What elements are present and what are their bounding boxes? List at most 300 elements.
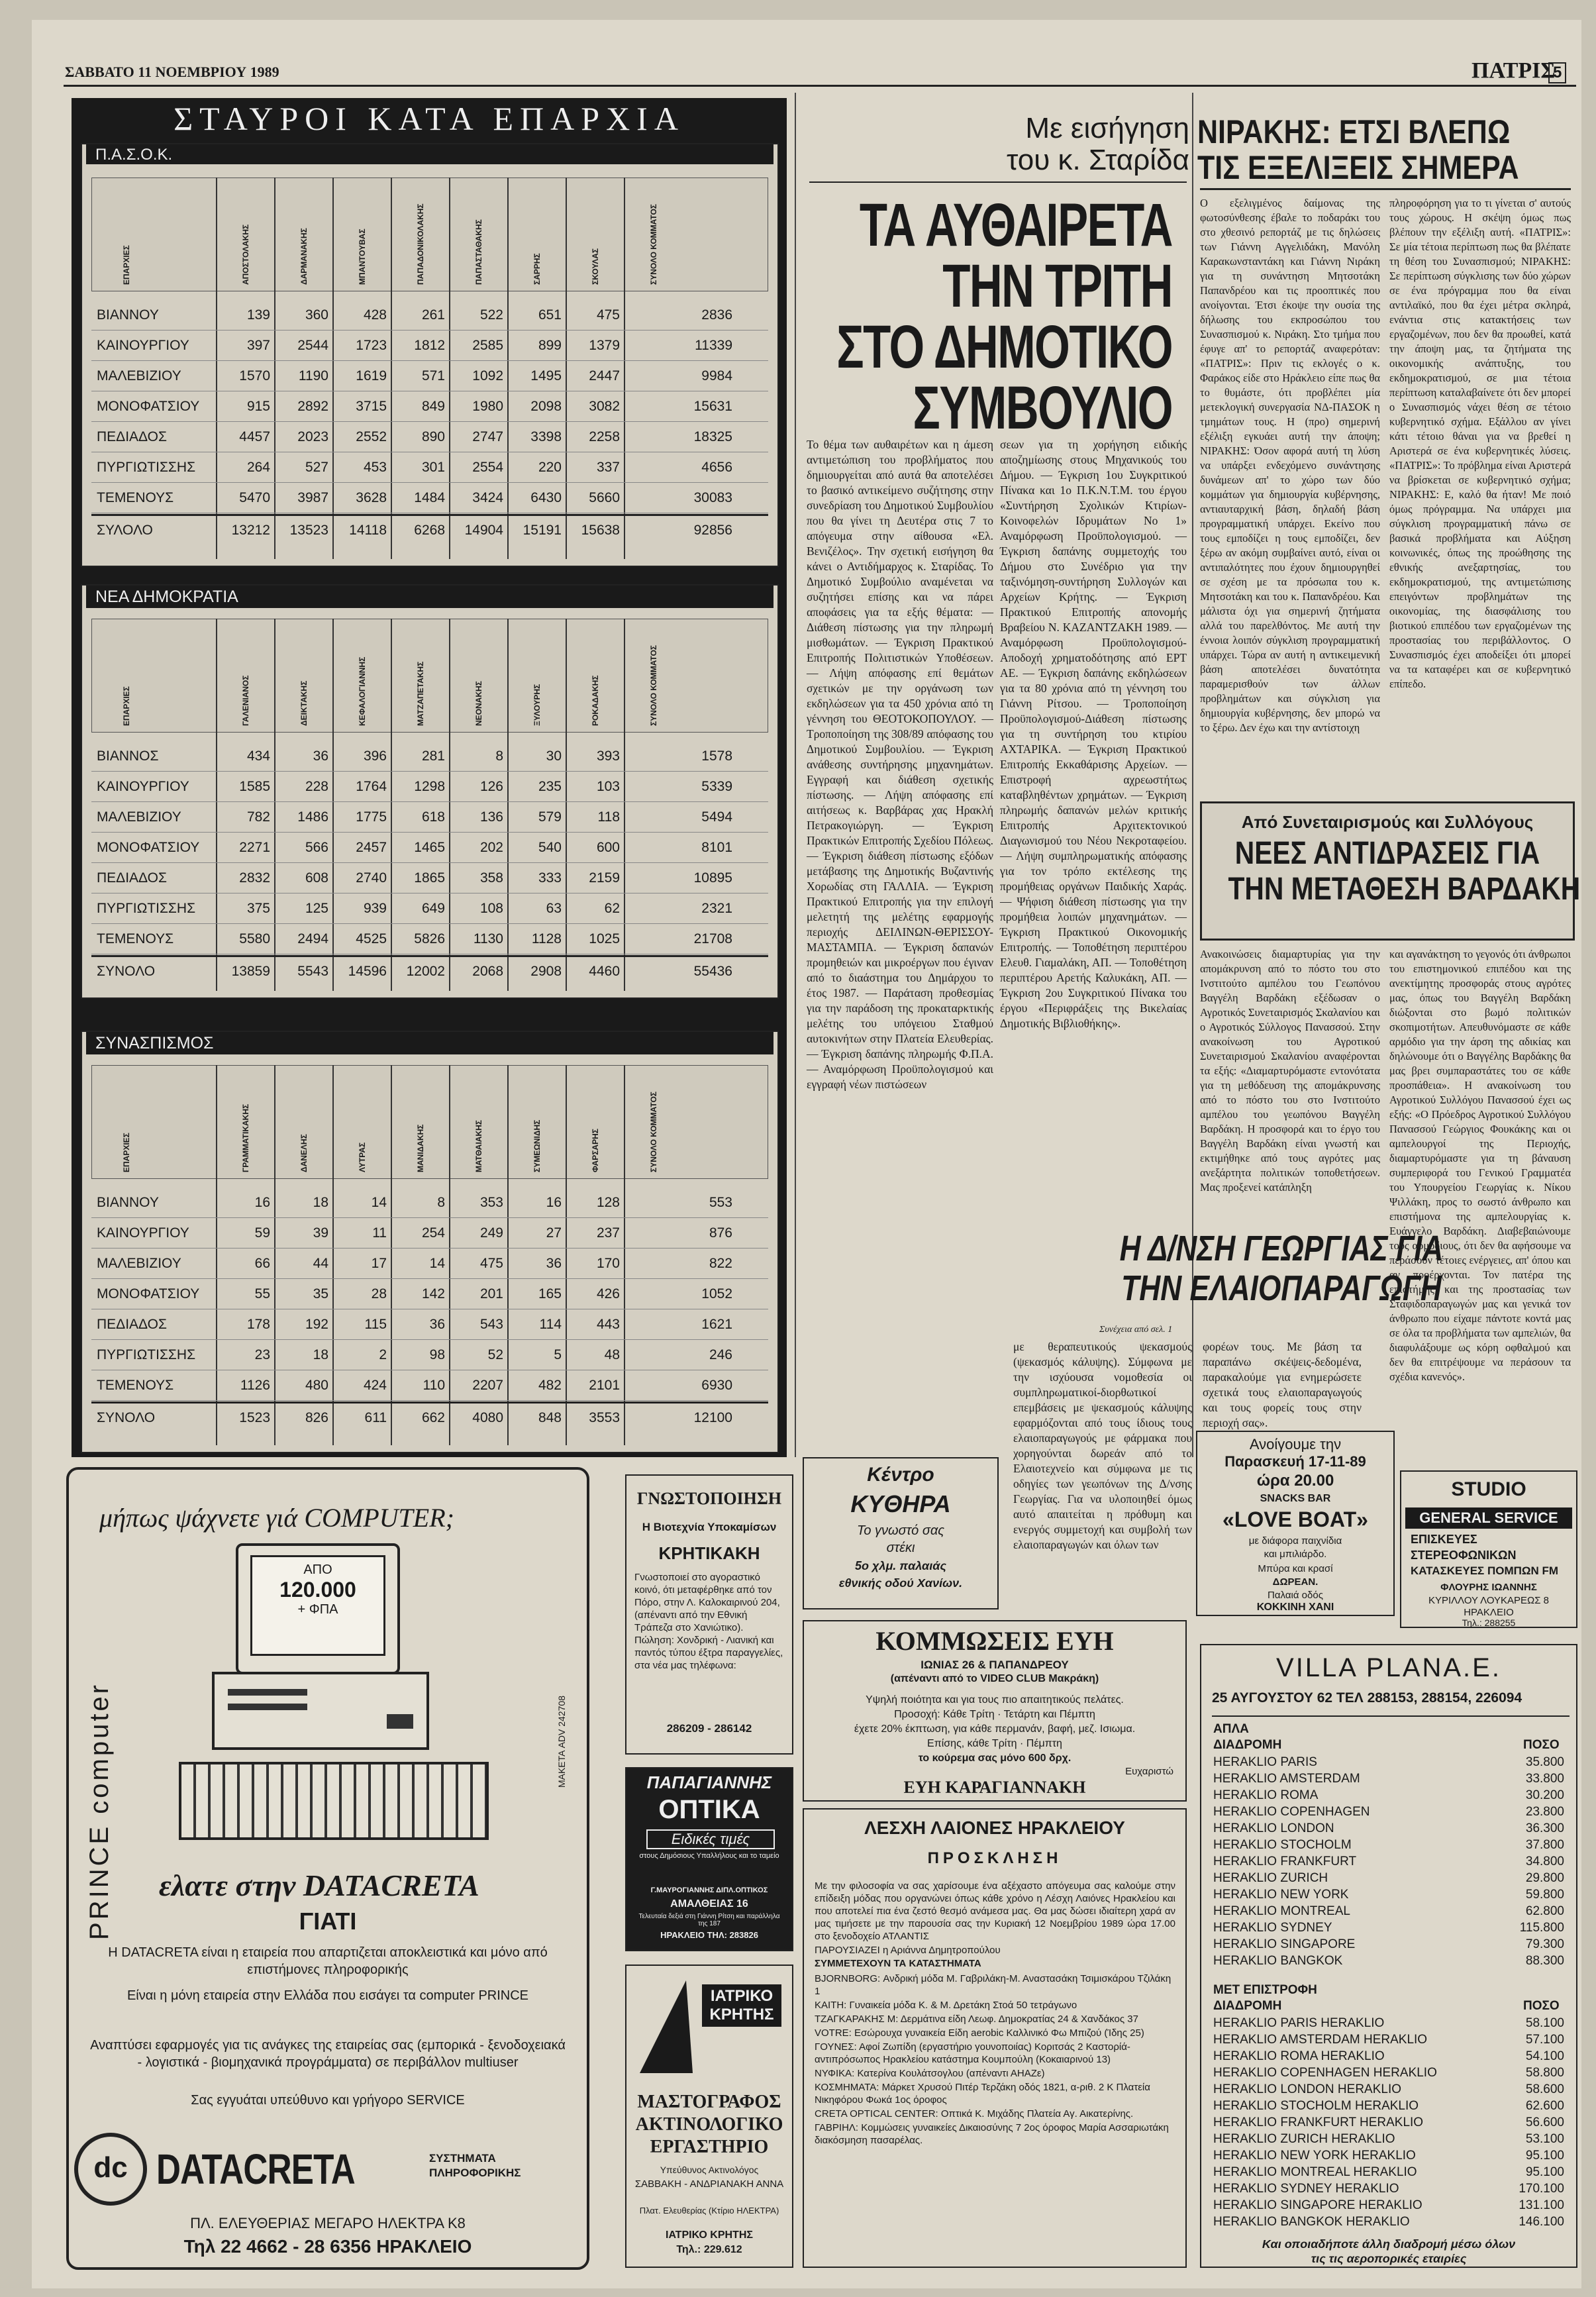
fare-route: HERAKLIO AMSTERDAM HERAKLIO — [1213, 2033, 1428, 2047]
table-cell: 608 — [305, 870, 328, 886]
table-cell: 136 — [479, 809, 503, 825]
table-row — [91, 423, 768, 452]
fare-row — [1213, 1788, 1564, 1805]
column-header: ΕΠΑΡΧΙΕΣ — [122, 686, 131, 726]
optika-optician: Γ.ΜΑΥΡΟΓΙΑΝΝΗΣ ΔΙΠΛ.ΟΠΤΙΚΟΣ — [650, 1886, 768, 1894]
table-cell: 5826 — [414, 931, 445, 946]
column-rule — [795, 93, 796, 1457]
table-cell: 281 — [421, 748, 445, 764]
table-row — [91, 1249, 768, 1279]
fare-price: 58.600 — [1525, 2082, 1564, 2096]
lions-sponsors-title: ΣΥΜΜΕΤΕΧΟΥΝ ΤΑ ΚΑΤΑΣΤΗΜΑΤΑ — [815, 1958, 981, 1969]
table-cell: 2207 — [472, 1378, 503, 1393]
table-cell: 2447 — [589, 368, 620, 383]
fare-price: 58.800 — [1525, 2066, 1564, 2080]
fare-row — [1213, 1921, 1564, 1937]
table-cell: 264 — [246, 460, 270, 475]
table-row — [91, 742, 768, 772]
kommoseis-t5: το κούρεμα σας μόνο 600 δρχ. — [918, 1753, 1072, 1764]
fare-row — [1213, 2215, 1564, 2231]
table-cell: 600 — [596, 840, 620, 855]
table-cell: 475 — [479, 1256, 503, 1271]
table-cell: 12002 — [406, 964, 445, 979]
table-cell: 571 — [421, 368, 445, 383]
kommoseis-t4: Επίσης, κάθε Τρίτη · Πέμπτη — [927, 1738, 1062, 1749]
table-cell: 2544 — [297, 338, 328, 353]
column-header: ΝΕΟΝΑΚΗΣ — [474, 681, 483, 726]
row-name: ΒΙΑΝΝΟΥ — [97, 1195, 159, 1210]
table-cell: 35 — [313, 1286, 328, 1302]
table-row — [91, 1402, 768, 1433]
column-header: ΕΠΑΡΧΙΕΣ — [122, 245, 131, 285]
table-cell: 11339 — [695, 338, 732, 353]
table-cell: 3398 — [530, 429, 562, 444]
table-row — [91, 453, 768, 483]
table-cell: 1578 — [701, 748, 732, 764]
table-cell: 618 — [421, 809, 445, 825]
kommoseis-t3: έχετε 20% έκπτωση, για κάθε περμανάν, βαφή, μεζ. Ισιωμα. — [854, 1723, 1136, 1735]
fare-price: 35.800 — [1525, 1755, 1564, 1769]
table-cell: 1025 — [589, 931, 620, 946]
datacreta-subtitle: ΣΥΣΤΗΜΑΤΑ ΠΛΗΡΟΦΟΡΙΚΗΣ — [429, 2152, 521, 2179]
table-cell: 2552 — [356, 429, 387, 444]
fare-price: 62.600 — [1525, 2099, 1564, 2113]
fare-route: HERAKLIO STOCHOLM HERAKLIO — [1213, 2099, 1419, 2113]
loveboat-name: «LOVE BOAT» — [1222, 1507, 1368, 1531]
fare-row — [1213, 1888, 1564, 1904]
fare-price: 170.100 — [1519, 2182, 1564, 2196]
gnost-title: ΓΝΩΣΤΟΠΟΙΗΣΗ — [636, 1489, 782, 1508]
table-cell: 1570 — [239, 368, 270, 383]
table-cell: 2457 — [356, 840, 387, 855]
fare-price: 115.800 — [1519, 1921, 1564, 1935]
ad-p3: Αναπτύσει εφαρμογές για τις ανάγκες της εταιρείας σας (εμπορικά - ξενοδοχειακά - λογιστικά - βιομηχανικά προγράμματα) σε περιβάλλον multiuser — [90, 2038, 566, 2070]
column-header: ΓΑΛΕΝΙΑΝΟΣ — [241, 675, 250, 726]
table-cell: 1052 — [701, 1286, 732, 1302]
table-cell: 12100 — [693, 1410, 732, 1425]
table-cell: 1486 — [297, 809, 328, 825]
fare-price: 58.100 — [1525, 2016, 1564, 2030]
table-cell: 1126 — [240, 1378, 270, 1393]
table-cell: 4457 — [239, 429, 270, 444]
table-cell: 375 — [246, 901, 270, 916]
table-cell: 5580 — [239, 931, 270, 946]
fare-row — [1213, 2066, 1564, 2082]
row-name: ΜΑΛΕΒΙΖΙΟΥ — [97, 368, 181, 383]
kommoseis-t1: Υψηλή ποιότητα και για τους πιο απαιτητικούς πελάτες. — [866, 1694, 1124, 1706]
table-cell: 1465 — [414, 840, 445, 855]
vardakis-col-2: και αγανάκτηση το γεγονός ότι άνθρωποι του επιστημονικού επιπέδου και της ανεκτίμητης προσφοράς στους αγρότες μας, όπως του Βαγγέλη Βαρδάκη διώξονται στο βωμό πολιτικών σκοπιμοτήτων. Απευθυνόμαστε σε κάθε αρμόδιο για την άρση της αδικίας και δηλώνουμε ότι ο Βαγγέλης Βαρδάκης θα μας βρει συμπαραστάτες του σε κάθε προσπάθεια». Η ανακοίνωση του Αγροτικού Συλλόγου Πανασσού έχει ως εξής: «Ο Πρόεδρος Αγροτικού Συλλόγου Πανασσού Γεώργιος Φουκάκης και οι αμπελουργοί της Περιοχής, διαμαρτυρόμαστε για τη βάναυση συμπεριφορά του Γενικού Γραμματέα του Υπουργείου Γεωργίας κ. Νίκου Ψιλλάκη, προς το σωστό άνθρωπο και επιστήμονα της αμπελουργίας κ. Ευάγγελο Βαρδάκη. Διαβεβαιώνουμε τους αρμόδιους, ότι δεν θα αφήσουμε να περάσουν τέτοιες ενέργειες, απ' όπου και αν προέρχονται. Τον πατέρα της επιστήμης και της προστασίας των Σταφιδοπαραγωγών μας και γενικά τον άνθρωπο που είχαμε πάντοτε κοντά μας σε όλα τα προβλήματα των αμπελιών, θα διαφυλάξουμε ως κόρη οφθαλμού και δεν θα επιτρέψουμε να περάσουν τα σχέδια κανενός». — [1389, 948, 1571, 1383]
fare-price: 23.800 — [1525, 1805, 1564, 1819]
table-cell: 3987 — [297, 490, 328, 505]
row-name: ΠΥΡΓΙΩΤΙΣΣΗΣ — [97, 460, 196, 475]
table-cell: 9984 — [701, 368, 732, 383]
paper-name: ΠΑΤΡΙΣ — [1471, 58, 1556, 83]
fare-route: HERAKLIO SYDNEY — [1213, 1921, 1332, 1935]
table-cell: 426 — [596, 1286, 620, 1302]
pasok-title: Π.Α.Σ.Ο.Κ. — [86, 144, 773, 164]
row-name: ΜΟΝΟΦΑΤΣΙΟΥ — [97, 1286, 200, 1302]
table-cell: 2836 — [701, 307, 732, 323]
column-header: ΜΑΤΖΑΠΕΤΑΚΗΣ — [416, 661, 425, 726]
kicker-line-1: Με εισήγηση — [1025, 112, 1189, 144]
table-cell: 246 — [709, 1347, 732, 1362]
fare-row — [1213, 2116, 1564, 2132]
vardakis-col-1: Ανακοινώσεις διαμαρτυρίας για την απομάκρυνση από το πόστο του στο Ινστιτούτο αμπέλου του Γεωπόνου Βαγγέλη Βαρδάκη εξέδωσαν ο Αγροτικός Συνεταιρισμός Σκαλανίου και ο Αγροτικός Σύλλογος Πανασσού. Στην ανακοίνωση του Αγροτικού Συνεταιρισμού Σκαλανίου αναφέρονται τα εξής: «Διαμαρτυρόμαστε εντονότατα για τη μεθόδευση της απομάκρυνσης από το πόστο του στο Ινστιτούτο αμπέλου του γεωπόνου Βαγγέλη Βαρδάκη. Η προσφορά και το έργο του Βαγγέλη Βαρδάκη είναι γνωστή και εκτιμήθηκε από τους αγρότες μας ανεξάρτητα πολιτικών τοποθετήσεων. Μας προξενεί κατάπληξη — [1200, 948, 1380, 1194]
table-cell: 2271 — [239, 840, 270, 855]
table-cell: 118 — [597, 809, 620, 825]
headline-line-1: ΤΑ ΑΥΘΑΙΡΕΤΑ — [859, 191, 1172, 259]
olive-col-1: με θεραπευτικούς ψεκασμούς (ψεκασμός κάλυψης). Σύμφωνα με την ισχύουσα νομοθεσία οι συμπληρωματικοί-διορθωτικοί επεμβάσεις με ψεκασμούς κάλυψης εφαρμόζονται από τους ίδιους τους ελαιοπαραγωγούς με φάρμακα που χορηγούνται δωρεάν από το Ελαιοτεχνείο και σύμφωνα με τις οδηγίες των γεωπόνων της Δ/νσης Γεωργίας. Για να υλοποιηθεί όμως αυτό απαιτείται η πρόθυμη και ενεργός συμμετοχή και συμβολή των ελαιοπαραγωγών και όλων των — [1013, 1340, 1192, 1551]
table-row — [91, 514, 768, 545]
table-cell: 13523 — [289, 523, 328, 538]
fare-row — [1213, 2132, 1564, 2149]
table-cell: 10895 — [693, 870, 732, 886]
column-header: ΣΥΝΟΛΟ ΚΟΜΜΑΤΟΣ — [649, 645, 658, 726]
table-cell: 5339 — [701, 779, 732, 794]
row-name: ΠΥΡΓΙΩΤΙΣΣΗΣ — [97, 1347, 196, 1362]
sponsor-item: VOTRE: Εσώρουχα γυναικεία Είδη aerobic Καλλινικό Φω Μπιζού (Ίδης 25) — [815, 2027, 1144, 2039]
row-name: ΣΥΝΟΛΟ — [97, 1410, 156, 1425]
table-cell: 428 — [363, 307, 387, 323]
nirakis-col-1: Ο εξελιγμένος δαίμονας της φωτοσύνθεσης έβαλε το ποδαράκι του στο χθεσινό ρεπορτάζ με τις δηλώσεις των Γιάννη Αγγελιδάκη, Μανόλη Καρακωνσταντάκη και Γιάννη Νιράκη για τη συνάντηση Μητσοτάκη Παπανδρέου και τις προοπτικές που ανοίγονται. Έτσι έκοψε την ουσία της δήλωσης του εκπροσώπου του Συνασπισμού κ. Νιράκη. Στο τμήμα που έφυγε απ' το ρεπορτάζ αναφερόταν: «ΠΑΤΡΙΣ»: Πριν τις εκλογές ο κ. Φαράκος είδε στο Ηράκλειο είπε πως θα το θυμάστε, ότι προβλέπει μία μετεκλογική συνεργασία ΝΔ-ΠΑΣΟΚ η τμημάτων τους. Η (προ) σημερινή εξέλιξη εγκυάει αυτή την άποψη; ΝΙΡΑΚΗΣ: Όσον αφορά αυτή τη λύση να υπάρξει ενδεχόμενο συνάντησης δυνάμεων απ' το χώρο των δύο κομμάτων για δημιουργία κυβέρνησης, αντιαυταρχική βάση, δηλαδή βάση προγραμματική υπάρχει. Εκείνο που τους εμποδίζει η τους εμποδίζει, δεν ξέρω αν ακόμη συμβαίνει αυτό, είναι οι αντιπαλότητες που έχουν δημιουργηθεί σε σχέση με τα πρόσωπα του κ. Μητσοτάκη και του κ. Παπανδρέου. Και μάλιστα όχι για σημερινή ζητήματα αλλά του παρελθόντος. Με αυτή την έννοια λοιπόν σύγκλιση προγραμματική υπάρχει. Τώρα αν αυτή η αντικειμενική βάση αποτελέσει δυνατότητα παραμερισθούν των άλλων προβλημάτων και σύγκλιση για δημιουργία κυβέρνησης, δεν μπορώ να το ξέρω. Δεν έχω και την αντίστοιχη — [1200, 197, 1380, 734]
fare-row — [1213, 2099, 1564, 2116]
table-cell: 2098 — [530, 399, 562, 414]
kicker-rule — [809, 181, 1187, 183]
table-cell: 2258 — [589, 429, 620, 444]
table-row — [91, 833, 768, 863]
nd-table — [81, 584, 779, 999]
table-cell: 358 — [479, 870, 503, 886]
column-header: ΑΠΟΣΤΟΛΑΚΗΣ — [241, 224, 250, 285]
table-cell: 443 — [596, 1317, 620, 1332]
sponsor-item: BJORNBORG: Ανδρική μόδα Μ. Γαβριλάκη-Μ. Αναστασάκη Τσιμισκάρου Τζιλάκη 1 — [815, 1973, 1172, 1997]
fare-price: 53.100 — [1525, 2132, 1564, 2146]
iatriko-name: ΙΑΤΡΙΚΟ ΚΡΗΤΗΣ — [666, 2229, 753, 2241]
column-header: ΛΥΤΡΑΣ — [358, 1142, 367, 1172]
villa-address: 25 ΑΥΓΟΥΣΤΟΥ 62 ΤΕΛ 288153, 288154, 226094 — [1212, 1690, 1522, 1706]
studio-l7: Τηλ.: 288255 — [1462, 1617, 1516, 1628]
vardakis-title-2: ΤΗΝ ΜΕΤΑΘΕΣΗ ΒΑΡΔΑΚΗ — [1228, 872, 1581, 907]
table-cell: 15638 — [581, 523, 620, 538]
fare-price: 29.800 — [1525, 1871, 1564, 1885]
fare-route: HERAKLIO BANGKOK — [1213, 1954, 1343, 1968]
kommoseis-sign: ΕΥΗ ΚΑΡΑΓΙΑΝΝΑΚΗ — [903, 1778, 1086, 1797]
sponsor-item: CRETA OPTICAL CENTER: Οπτικά Κ. Μιχάδης Πλατεία Αγ. Αικατερίνης. — [815, 2108, 1134, 2119]
kythira-text-3: 5ο χλμ. παλαιάς — [855, 1559, 946, 1572]
staridas-col-1: Το θέμα των αυθαιρέτων και η άμεση αντιμετώπιση του προβλήματος που δημιουργείται από αυτά θα αποτελέσει το βασικό αντικείμενο συζήτησης στην συνεδρίαση του Δημοτικού Συμβουλίου που θα γίνει τη Δευτέρα στις 7 το απόγευμα στην αίθουσα «Ελ. Βενιζέλος». Την σχετική εισήγηση θα κάνει ο Αντιδήμαρχος κ. Σταρίδας. Το Δημοτικό Συμβούλιο αναμένεται να συζητήσει επίσης και να πάρει αποφάσεις για τα εξής θέματα: — Διάθεση πίστωσης για την πληρωμή μισθωμάτων. — Έγκριση Πρακτικού Επιτροπής Πολιτιστικών Υποθέσεων. — Λήψη απόφασης επί θεμάτων σχετικών με την οργάνωση των εκδηλώσεων για τα 450 χρόνια από τη γέννηση του ΘΕΟΤΟΚΟΠΟΥΛΟΥ. — Τροποποίηση της 308/89 απόφασης του Δημοτικού Συμβουλίου. — Έγκριση ανάθεσης συντήρησης μηχανημάτων. Εγγραφή και διάθεση σχετικής πίστωσης. — Λήψη απόφασης επί αιτήσεως κ. Βαρβάρας χας Ηρακλή Πετρακογιώργη. — Έγκριση Πρακτικών Επιτροπής Σχεδίου Πόλεως. — Έγκριση διάθεση πίστωσης εξόδων μετάβασης της Δημοτικής Βυζαντινής Χορωδίας στη ΓΑΛΛΙΑ. — Έγκριση Πρακτικού Επιτροπής για την επιλογή μελετητή της μελέτης εφαρμογής περιοχής ΔΕΙΛΙΝΩΝ-ΘΕΡΙΣΣΟΥ-ΜΑΣΤΑΜΠΑ. — Έγκριση δαπανών προμηθειών και μικροέργων που έγιναν από το διαάστημα του Δημάρχου το έτος 1987. — Παράταση προθεσμίας για την παράδοση της προκαταρκτικής μελέτης του υπόγειου Σταθμού αυτοκινήτων στην Πλατεία Ελευθερίας. — Έγκριση δαπάνης πληρωμής Φ.Π.Α. — Αναμόρφωση Προϋπολογισμού και εγγραφή νέων πιστώσεων — [807, 438, 993, 1091]
table-cell: 5 — [554, 1347, 562, 1362]
column-header: ΔΕΙΚΤΑΚΗΣ — [299, 680, 309, 726]
fare-route: HERAKLIO BANGKOK HERAKLIO — [1213, 2215, 1410, 2229]
table-cell: 2068 — [472, 964, 503, 979]
table-cell: 192 — [305, 1317, 328, 1332]
table-cell: 237 — [596, 1225, 620, 1241]
iatriko-resp: Υπεύθυνος Ακτινολόγος — [660, 2165, 759, 2175]
row-name: ΤΕΜΕΝΟΥΣ — [97, 490, 174, 505]
row-name: ΚΑΙΝΟΥΡΓΙΟΥ — [97, 1225, 189, 1241]
syn-title: ΣΥΝΑΣΠΙΣΜΟΣ — [86, 1032, 773, 1054]
table-cell: 36 — [546, 1256, 562, 1271]
iatriko-t1: ΜΑΣΤΟΓΡΑΦΟΣ — [637, 2092, 781, 2112]
table-cell: 92856 — [693, 523, 732, 538]
table-cell: 28 — [371, 1286, 387, 1302]
sponsor-item: ΝΥΦΙΚΑ: Κατερίνα Κουλάτσογλου (απέναντι ΑΗΑΖε) — [815, 2068, 1045, 2079]
column-header: ΓΡΑΜΜΑΤΙΚΑΚΗΣ — [241, 1103, 250, 1172]
fare-row — [1213, 2182, 1564, 2198]
loveboat-l1: Ανοίγουμε την — [1249, 1436, 1342, 1453]
ad-p1: Η DATACRETA είναι η εταιρεία που απαρτιζεται αποκλειστικά και μόνο από επιστήμονες πληροφορικής — [108, 1945, 548, 1977]
fare-row — [1213, 2049, 1564, 2066]
villa-foot-2: τις τις αεροπορικές εταιρίες — [1311, 2252, 1467, 2265]
loveboat-l7: και μπιλιάρδο. — [1264, 1549, 1327, 1560]
studio-l3: ΚΑΤΑΣΚΕΥΕΣ ΠΟΜΠΩΝ FM — [1411, 1564, 1559, 1577]
nirakis-title-2: ΤΙΣ ΕΞΕΛΙΞΕΙΣ ΣΗΜΕΡΑ — [1197, 149, 1519, 186]
lions-sponsors — [815, 1972, 1175, 2148]
kicker-line-2: του κ. Σταρίδα — [1007, 144, 1189, 176]
crosses-banner: ΣΤΑΥΡΟΙ ΚΑΤΑ ΕΠΑΡΧΙΑ — [174, 100, 685, 137]
optika-brand: ΠΑΠΑΓΙΑΝΝΗΣ — [646, 1772, 772, 1792]
kythira-title: Κέντρο — [867, 1464, 934, 1486]
table-cell: 23 — [254, 1347, 270, 1362]
table-row — [91, 772, 768, 802]
table-cell: 201 — [479, 1286, 503, 1302]
table-cell: 1865 — [414, 870, 445, 886]
row-name: ΣΥΝΟΛΟ — [97, 964, 156, 979]
table-cell: 14904 — [464, 523, 503, 538]
table-cell: 63 — [546, 901, 562, 916]
table-cell: 108 — [479, 901, 503, 916]
fare-route: HERAKLIO LONDON — [1213, 1821, 1334, 1835]
row-name: ΚΑΙΝΟΥΡΓΙΟΥ — [97, 338, 189, 353]
fare-route: HERAKLIO MONTREAL — [1213, 1904, 1350, 1918]
nd-title: ΝΕΑ ΔΗΜΟΚΡΑΤΙΑ — [86, 586, 773, 608]
table-cell: 36 — [429, 1317, 445, 1332]
table-cell: 611 — [364, 1410, 387, 1425]
table-cell: 228 — [305, 779, 328, 794]
table-cell: 16 — [254, 1195, 270, 1210]
table-cell: 480 — [305, 1378, 328, 1393]
fare-route: HERAKLIO AMSTERDAM — [1213, 1772, 1360, 1786]
fare-route: HERAKLIO PARIS — [1213, 1755, 1317, 1769]
fare-row — [1213, 1755, 1564, 1772]
table-cell: 17 — [371, 1256, 387, 1271]
column-header: ΠΑΠΑΔΟΝΙΚΟΛΑΚΗΣ — [416, 203, 425, 285]
table-cell: 128 — [596, 1195, 620, 1210]
table-cell: 125 — [305, 901, 328, 916]
fare-price: 33.800 — [1525, 1772, 1564, 1786]
table-cell: 540 — [538, 840, 562, 855]
table-cell: 1619 — [356, 368, 387, 383]
column-header: ΡΟΚΑΔΑΚΗΣ — [591, 675, 600, 726]
fare-route: HERAKLIO COPENHAGEN — [1213, 1805, 1370, 1819]
table-cell: 822 — [709, 1256, 732, 1271]
fare-price: 62.800 — [1525, 1904, 1564, 1918]
ad-question: μήπως ψάχνετε γιά COMPUTER; — [99, 1503, 454, 1533]
fare-price: 59.800 — [1525, 1888, 1564, 1902]
fare-route: HERAKLIO ZURICH HERAKLIO — [1213, 2132, 1395, 2146]
nirakis-headline — [1197, 114, 1522, 185]
studio-l1: ΕΠΙΣΚΕΥΕΣ — [1411, 1533, 1477, 1546]
table-cell: 2554 — [472, 460, 503, 475]
screen-from: ΑΠΟ — [303, 1562, 332, 1577]
optika-address: Τελευταία δεξιά στη Γιάννη Ρίτση και παράλληλα της 187 — [638, 1913, 780, 1927]
screen-vat: + ΦΠΑ — [297, 1602, 338, 1617]
lions-sub: ΠΡΟΣΚΛΗΣΗ — [927, 1849, 1062, 1867]
table-cell: 8 — [495, 748, 503, 764]
table-cell: 649 — [421, 901, 445, 916]
iatriko-logo-text: ΙΑΤΡΙΚΟ ΚΡΗΤΗΣ — [702, 1984, 781, 2027]
loveboat-l9: ΔΩΡΕΑΝ. — [1272, 1576, 1319, 1588]
fare-row — [1213, 1821, 1564, 1838]
row-name: ΜΟΝΟΦΑΤΣΙΟΥ — [97, 399, 200, 414]
table-cell: 2159 — [589, 870, 620, 886]
iatriko-logo-icon — [640, 1980, 693, 2073]
table-cell: 566 — [305, 840, 328, 855]
column-header: ΜΑΤΘΑΙΑΚΗΣ — [474, 1120, 483, 1172]
staridas-col-2: σεων για τη χορήγηση ειδικής αποζημίωσης στους Μηχανικούς του Δήμου. — Έγκριση 1ου Συγκριτικού Πίνακα και 1ο Π.Κ.Ν.Τ.Μ. του έργου «Συντήρηση Σχολικών Κτιρίων-Κοινοφελών Ιδρυμάτων Νο 1» Αναμόρφωση Προϋπολογισμού. — Έγκριση δαπάνης συμμετοχής του Δήμου στο Συνέδριο για την ταξινόμηση-συντήρηση Συλλογών και Αρχείων Κρήτης. — Έγκριση Πρακτικού Επιτροπής απονομής Βραβείου Ν. ΚΑΖΑΝΤΖΑΚΗ 1989. — Αναμόρφωση Προϋπολογισμού-Αποδοχή χρηματοδότησης από ΕΡΤ ΑΕ. — Έγκριση δαπάνης εκδηλώσεων για τα 80 χρόνια από τη γέννηση του Γιάννη Ρίτσου. — Τροποποίηση Προϋπολογισμού-Διάθεση πίστωσης για τη συντήρηση του κτιρίου ΑΧΤΑΡΙΚΑ. — Έγκριση Πρακτικού Επιτροπής Εκκαθάρισης Αρχείων. — Επιστροφή αχρεωστήτως καταβληθέντων χρημάτων. — Έγκριση πληρωμής δαπανών μελών κριτικής Επιτροπής Αρχιτεκτονικού Διαγωνισμού του Νέου Νεκροταφείου. — Λήψη συμπληρωματικής απόφασης για τον τρόπο εκτέλεσης της προμήθειας οργάνων Παιδικής Χαράς. — Ψήφιση διάθεση πίστωσης για την προμήθεια λοιπών μηχανημάτων. — Έγκριση Πρακτικού Οικονομικής Επιτροπής. — Τοποθέτηση περιπτέρου Ελευθ. Γιαμαλάκη, ΑΠ. — Τοποθέτηση περιπτέρου Αρετής Καλυκάκη, ΑΠ. — Έγκριση 2ου Συγκριτικού Πίνακα του έργου «Περιφράξεις της Βικελαίας Δημοτικής Βιβλιοθήκης». — [1000, 438, 1187, 1030]
row-name: ΣΥΛΟΛΟ — [97, 523, 153, 538]
table-cell: 876 — [709, 1225, 732, 1241]
table-cell: 1298 — [414, 779, 445, 794]
table-cell: 6268 — [414, 523, 445, 538]
table-cell: 2892 — [297, 399, 328, 414]
table-cell: 220 — [538, 460, 562, 475]
table-cell: 36 — [313, 748, 328, 764]
villa-price-header-2: ΠΟΣΟ — [1523, 1999, 1560, 2013]
table-row — [91, 484, 768, 513]
table-cell: 453 — [363, 460, 387, 475]
nirakis-col-2: πληροφόρηση για το τι γίνεται σ' αυτούς τους χώρους. Η σκέψη όμως πως βλέπουν την εξέλιξη αυτή. «ΠΑΤΡΙΣ»: Σε μία τέτοια περίπτωση πως θα βλέπατε τη θέση του Συνασπισμού; ΝΙΡΑΚΗΣ: Σε περίπτωση σύγκλισης των δύο χώρων σε ένα πρόγραμμα που θα είναι αντιλαϊκό, που θα έχει μέτρα σκληρά, ενάντια στις κατακτήσεις των εργαζομένων, που δεν θα προωθεί, κατά την άποψη μας, τα ζητήματα της οικονομικής ανάπτυξης, του εκδημοκρατισμού, σε μια τέτοια περίπτωση καταλαβαίνετε ότι δεν μπορεί ο Συνασπισμός νάχει θέση σε τέτοιο κυβερνητικό σχήμα. Εξάλλου αν γίνει κάτι τέτοιο θάναι για να βρεθεί η Αριστερά σε ένα κυβερνητικές λύσεις. «ΠΑΤΡΙΣ»: Το πρόβλημα είναι Αριστερά να βρίσκεται σε κυβερνητικό σχήμα; ΝΙΡΑΚΗΣ: Ε, καλό θα ήταν! Με ποιό όμως πρόγραμμα. Να υπάρχει μια σύγκλιση προγραμματική πάνω σε βασικά προβλήματα και Αύξηση κοινωνικές, όπως της προώθησης της εθνικής ανεξαρτησίας, του εκδημοκρατισμού, της αντιμετώπισης επειγόντων προβλημάτων της οικονομίας, της διασφάλισης του βιοτικού επιπέδου των εργαζομένων της προστασίας του περιβάλλοντος. Ο Συνασπισμός έχει αποδείξει ότι μπορεί να τα καταφέρει και σε κυβερνητικό επίπεδο. — [1389, 197, 1571, 690]
table-cell: 848 — [538, 1410, 562, 1425]
table-cell: 165 — [538, 1286, 562, 1302]
table-row — [91, 1310, 768, 1340]
table-cell: 662 — [421, 1410, 445, 1425]
olive-continued: Συνέχεια από σελ. 1 — [1099, 1325, 1173, 1335]
monitor-icon — [236, 1543, 400, 1674]
sponsor-item: ΓΟΥΝΕΣ: Αφοί Ζωπίδη (εργαστήριο γουνοποιίας) Κοριτσάς 2 Καστορίά-αντιπρόσωπος Ηρακλείου κατάστημα Κουμπούλη (Κοκαιαρινού 13) — [815, 2041, 1130, 2065]
table-cell: 5470 — [239, 490, 270, 505]
table-row — [91, 1188, 768, 1218]
optika-offer: Ειδικές τιμές — [646, 1829, 775, 1849]
villa-roundtrip-list — [1200, 2016, 1577, 2235]
table-cell: 522 — [479, 307, 503, 323]
fare-price: 131.100 — [1519, 2198, 1564, 2212]
table-cell: 890 — [421, 429, 445, 444]
villa-oneway-label: ΑΠΛΑ — [1213, 1722, 1249, 1736]
iatriko-address: Πλατ. Ελευθερίας (Κτίριο ΗΛΕΚΤΡΑ) — [639, 2206, 779, 2216]
datacreta-address: ΠΛ. ΕΛΕΥΘΕΡΙΑΣ ΜΕΓΑΡΟ ΗΛΕΚΤΡΑ Κ8 — [190, 2215, 466, 2231]
loveboat-l10: Παλαιά οδός — [1268, 1590, 1323, 1601]
olive-title-2: ΤΗΝ ΕΛΑΙΟΠΑΡΑΓΩΓΗ — [1121, 1268, 1442, 1308]
vardakis-headline — [1228, 836, 1581, 907]
table-cell: 353 — [479, 1195, 503, 1210]
screen-price: 120.000 — [279, 1578, 356, 1602]
column-header: ΣΥΝΟΛΟ ΚΟΜΜΑΤΟΣ — [649, 1092, 658, 1172]
table-cell: 393 — [596, 748, 620, 764]
fare-row — [1213, 1855, 1564, 1871]
villa-route-header: ΔΙΑΔΡΟΜΗ — [1213, 1738, 1282, 1752]
table-cell: 103 — [596, 779, 620, 794]
row-name: ΠΕΔΙΑΔΟΣ — [97, 429, 167, 444]
column-header: ΞΥΛΟΥΡΗΣ — [532, 684, 542, 726]
row-name: ΚΑΙΝΟΥΡΓΙΟΥ — [97, 779, 189, 794]
row-name: ΒΙΑΝΝΟΥ — [97, 307, 159, 323]
fare-row — [1213, 2033, 1564, 2049]
studio-l2: ΣΤΕΡΕΟΦΩΝΙΚΩΝ — [1411, 1549, 1517, 1562]
table-cell: 1190 — [298, 368, 328, 383]
iatriko-t2: ΑΚΤΙΝΟΛΟΓΙΚΟ — [635, 2114, 783, 2135]
column-header: ΜΑΝΙΔΑΚΗΣ — [416, 1124, 425, 1172]
table-cell: 579 — [538, 809, 562, 825]
datacreta-logo-icon: dc — [74, 2133, 147, 2206]
fare-row — [1213, 2149, 1564, 2165]
fare-route: HERAKLIO SYDNEY HERAKLIO — [1213, 2182, 1399, 2196]
keyboard-icon — [179, 1762, 489, 1840]
table-cell: 397 — [246, 338, 270, 353]
gnost-phones: 286209 - 286142 — [666, 1722, 752, 1735]
fare-row — [1213, 1954, 1564, 1970]
fare-route: HERAKLIO NEW YORK — [1213, 1888, 1349, 1902]
loveboat-date: Παρασκευή 17-11-89 — [1224, 1453, 1366, 1470]
iatriko-t3: ΕΡΓΑΣΤΗΡΙΟ — [650, 2137, 769, 2157]
table-cell: 55436 — [693, 964, 732, 979]
fare-route: HERAKLIO ZURICH — [1213, 1871, 1328, 1885]
table-cell: 2101 — [589, 1378, 620, 1393]
date-line: ΣΑΒΒΑΤΟ 11 ΝΟΕΜΒΡΙΟΥ 1989 — [65, 64, 279, 80]
table-cell: 18 — [313, 1195, 328, 1210]
table-row — [91, 1219, 768, 1249]
table-cell: 5660 — [589, 490, 620, 505]
table-row — [91, 362, 768, 391]
fare-route: HERAKLIO COPENHAGEN HERAKLIO — [1213, 2066, 1437, 2080]
villa-return-label: ΜΕΤ ΕΠΙΣΤΡΟΦΗ — [1213, 1983, 1317, 1997]
table-cell: 475 — [596, 307, 620, 323]
table-cell: 261 — [421, 307, 445, 323]
table-row — [91, 955, 768, 986]
optika-title: ΟΠΤΙΚΑ — [658, 1795, 760, 1824]
headline-line-4: ΣΥΜΒΟΥΛΙΟ — [913, 374, 1172, 442]
fare-row — [1213, 1805, 1564, 1821]
table-cell: 30083 — [693, 490, 732, 505]
table-cell: 55 — [254, 1286, 270, 1302]
table-cell: 126 — [479, 779, 503, 794]
row-name: ΜΑΛΕΒΙΖΙΟΥ — [97, 1256, 181, 1271]
kommoseis-t6: Ευχαριστώ — [1125, 1766, 1173, 1777]
table-cell: 5494 — [701, 809, 732, 825]
fare-row — [1213, 1871, 1564, 1888]
optika-offer-sub: στους Δημόσιους Υπαλλήλους και το ταμείο — [639, 1852, 779, 1860]
table-cell: 482 — [538, 1378, 562, 1393]
sponsor-item: ΚΟΣΜΗΜΑΤΑ: Μάρκετ Χρυσού Πιτέρ Τερζάκη οδός 1821, α-ριθ. 2 Κ Πλατεία Νικηφόρου Φωκά 1ος όροφος — [815, 2082, 1150, 2106]
table-cell: 1484 — [414, 490, 445, 505]
olive-col-2: φορέων τους. Με βάση τα παραπάνω σκέψεις-δεδομένα, παρακαλούμε για ενημερώσετε σχετικά τους ελαιοπαραγωγούς και τους φορείς τους στην περιοχή σας». — [1203, 1340, 1362, 1429]
vardakis-title-1: ΝΕΕΣ ΑΝΤΙΔΡΑΣΕΙΣ ΓΙΑ — [1234, 836, 1540, 871]
villa-route-header-2: ΔΙΑΔΡΟΜΗ — [1213, 1999, 1282, 2013]
table-cell: 44 — [313, 1256, 328, 1271]
column-header: ΣΚΟΥΛΑΣ — [591, 248, 600, 285]
table-cell: 2 — [379, 1347, 387, 1362]
table-cell: 4080 — [472, 1410, 503, 1425]
table-row — [91, 1280, 768, 1309]
table-cell: 899 — [538, 338, 562, 353]
table-cell: 337 — [596, 460, 620, 475]
table-cell: 142 — [421, 1286, 445, 1302]
table-row — [91, 925, 768, 954]
table-cell: 15191 — [523, 523, 562, 538]
column-header: ΦΑΡΣΑΡΗΣ — [591, 1129, 600, 1172]
fare-route: HERAKLIO LONDON HERAKLIO — [1213, 2082, 1402, 2096]
